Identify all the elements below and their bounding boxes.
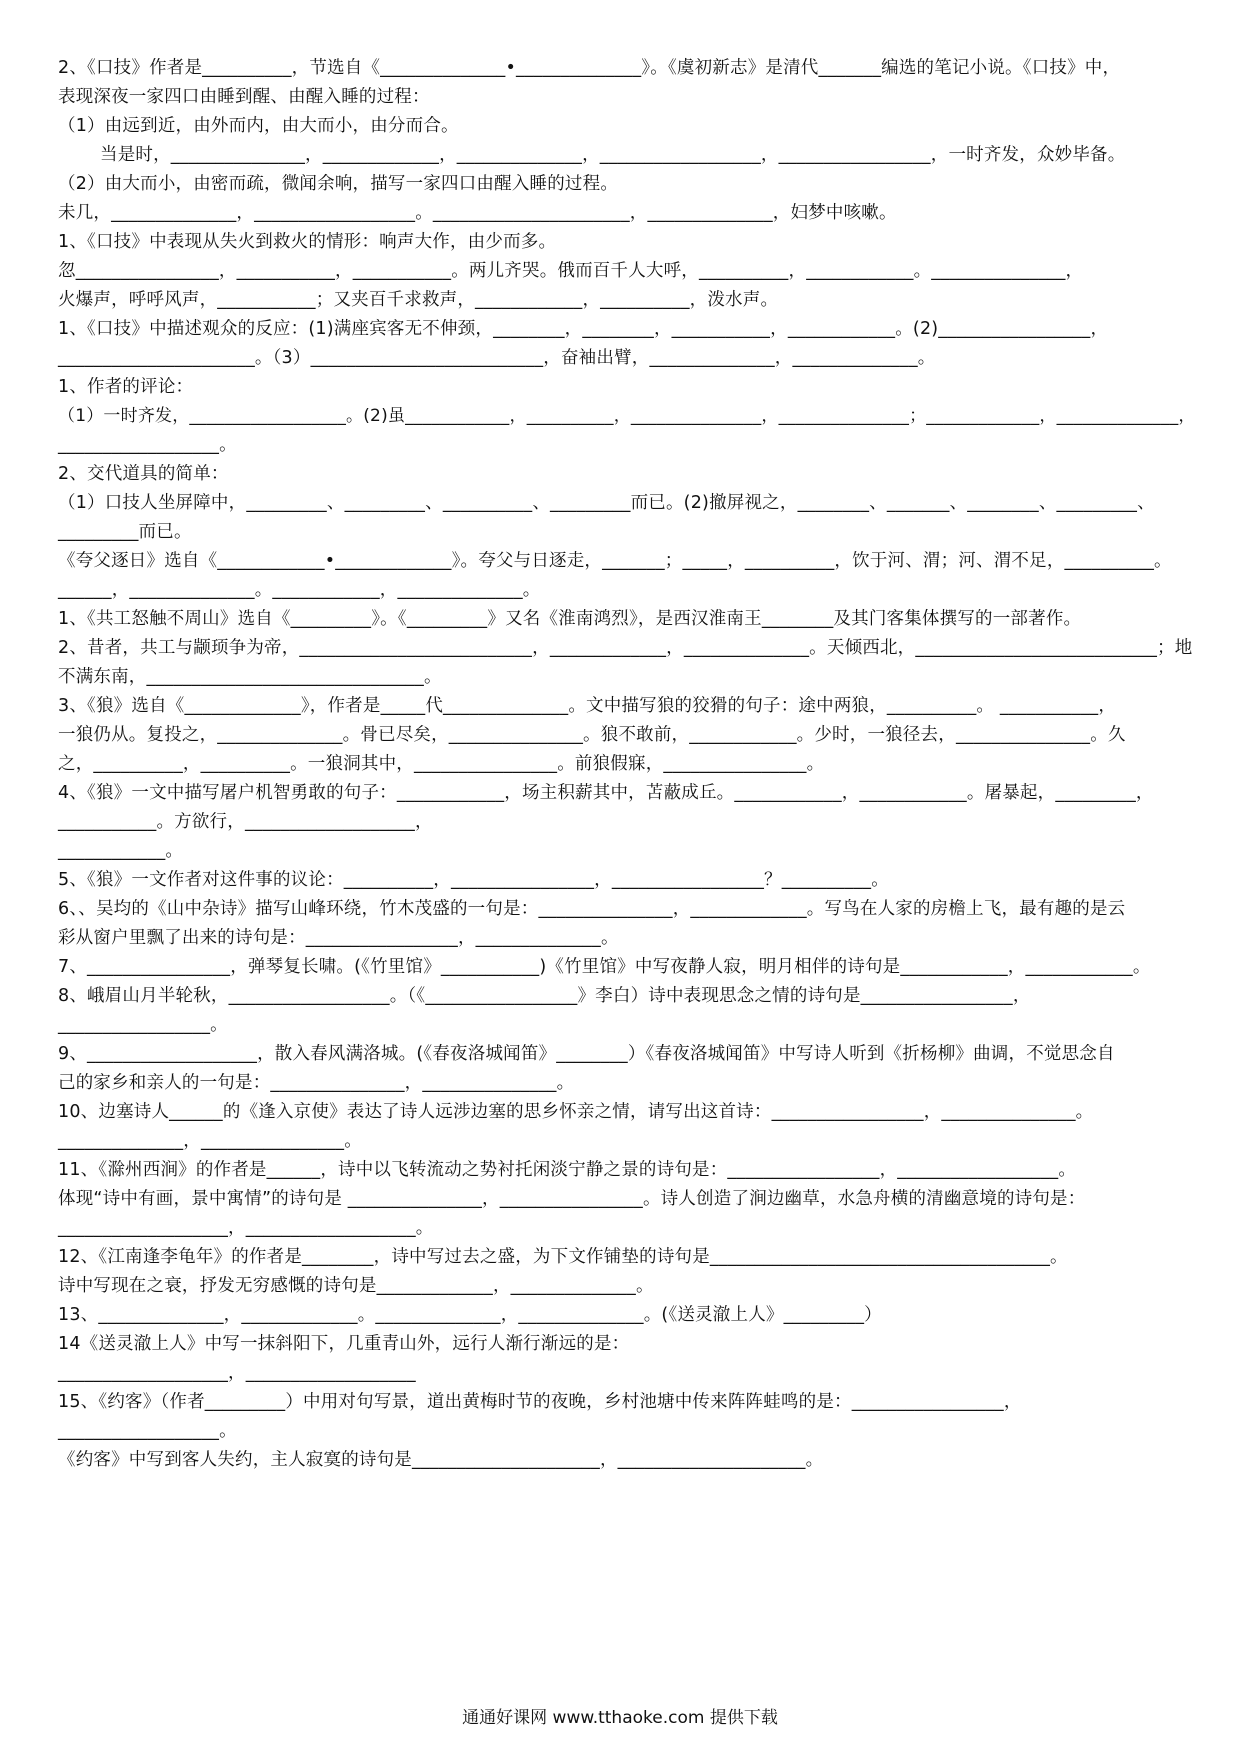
line-29: 5、《狼》一文作者对这件事的议论：__________，________________，_________________？__________。 [58, 870, 889, 890]
line-42: 12、《江南逢李龟年》的作者是________，诗中写过去之盛，为下文作铺垫的诗句是______________________________________。 [58, 1247, 1068, 1267]
line-43: 诗中写现在之衰，抒发无穷感慨的诗句是_____________，______________。 [58, 1276, 654, 1296]
line-37: 10、边塞诗人______的《逢入京使》表达了诗人远涉边塞的思乡怀亲之情，请写出这首诗：_________________，_______________。 [58, 1102, 1094, 1122]
line-31: 彩从窗户里飘了出来的诗句是：_________________，______________。 [58, 928, 619, 948]
line-7: 1、《口技》中表现从失火到救火的情形：响声大作，由少而多。 [58, 232, 557, 252]
line-19: ______，______________。____________，______________。 [58, 580, 541, 600]
line-30: 6、、吴均的《山中杂诗》描写山峰环绕，竹木茂盛的一句是：_______________，_____________。写鸟在人家的房檐上飞，最有趣的是云 [58, 899, 1126, 919]
line-41: ___________________，___________________。 [58, 1218, 434, 1238]
line-5: （2）由大而小，由密而疏，微闻余响，描写一家四口由醒入睡的过程。 [58, 174, 619, 194]
line-22: 不满东南，_______________________________。 [58, 667, 442, 687]
line-28: ____________。 [58, 841, 184, 861]
line-44: 13、______________，_____________。______________，______________。(《送灵澈上人》_________） [58, 1305, 882, 1325]
line-48: __________________。 [58, 1421, 237, 1441]
line-9: 火爆声，呼呼风声，___________；又夹百千求救声，____________，__________，泼水声。 [58, 290, 779, 310]
line-24: 一狼仍从。复投之，______________。骨已尽矣，_______________。狼不敢前，____________。少时，一狼径去，_______________。久 [58, 725, 1126, 745]
line-45: 14《送灵澈上人》中写一抹斜阳下，几重青山外，远行人渐行渐远的是： [58, 1334, 630, 1354]
line-17: _________而已。 [58, 522, 192, 542]
line-35: 9、___________________，散入春风满洛城。(《春夜洛城闻笛》________）《春夜洛城闻笛》中写诗人听到《折杨柳》曲调，不觉思念自 [58, 1044, 1115, 1064]
line-27: ___________。方欲行，___________________， [58, 812, 433, 832]
line-8: 忽________________，___________，___________。两儿齐哭。俄而百千人大呼，__________，____________。_______________， [58, 261, 1084, 281]
line-33: 8、峨眉山月半轮秋，__________________。（《_________________》李白）诗中表现思念之情的诗句是_________________， [58, 986, 1031, 1006]
line-25: 之，__________，__________。一狼洞其中，________________。前狼假寐，________________。 [58, 754, 825, 774]
line-26: 4、《狼》一文中描写屠户机智勇敢的句子：____________，场主积薪其中，苫蔽成丘。____________，____________。屠暴起，_________， [58, 783, 1154, 803]
line-13: （1）一时齐发，__________________。(2)虽____________，__________，_______________，_______________；_____________，______________， [58, 406, 1196, 426]
line-36: 己的家乡和亲人的一句是：_______________，_______________。 [58, 1073, 575, 1093]
line-34: _________________。 [58, 1015, 228, 1035]
line-1: 2、《口技》作者是__________，节选自《______________•______________》。《虞初新志》是清代_______编选的笔记小说。《口技》中， [58, 58, 1121, 78]
line-12: 1、作者的评论： [58, 377, 194, 397]
line-38: ______________，________________。 [58, 1131, 362, 1151]
footer-credit: 通通好课网 www.tthaoke.com 提供下载 [462, 1708, 778, 1728]
line-46: ___________________，___________________ [58, 1363, 416, 1383]
line-49: 《约客》中写到客人失约，主人寂寞的诗句是_____________________，_____________________。 [58, 1450, 824, 1470]
line-10: 1、《口技》中描述观众的反应：(1)满座宾客无不伸颈，________，________，___________，____________。(2)_________________， [58, 319, 1109, 339]
line-11: ______________________。（3）__________________________，奋袖出臂，______________，______________。 [58, 348, 936, 368]
line-6: 未几，______________，__________________。______________________，______________，妇梦中咳嗽。 [58, 203, 897, 223]
line-18: 《夸父逐日》选自《____________•_____________》。夸父与日逐走，_______；_____，__________，饮于河、渭；河、渭不足，__________。 [58, 551, 1172, 571]
line-4: 当是时，_______________，_____________，______________，__________________，_________________，一时齐发，众妙毕备。 [100, 145, 1126, 165]
line-47: 15、《约客》（作者_________）中用对句写景，道出黄梅时节的夜晚，乡村池塘中传来阵阵蛙鸣的是：_________________， [58, 1392, 1022, 1412]
line-21: 2、昔者，共工与颛顼争为帝，__________________________，_____________，______________。天倾西北，___________________________；地 [58, 638, 1193, 658]
line-15: 2、交代道具的简单： [58, 464, 229, 484]
line-16: （1）口技人坐屏障中，_________、_________、__________、_________而已。(2)撤屏视之，________、_______、________、_________、 [58, 493, 1155, 513]
line-2: 表现深夜一家四口由睡到醒、由醒入睡的过程： [58, 87, 430, 107]
line-39: 11、《滁州西涧》的作者是______，诗中以飞转流动之势衬托闲淡宁静之景的诗句是：_________________，__________________。 [58, 1160, 1077, 1180]
line-40: 体现“诗中有画，景中寓情”的诗句是 _______________，________________。诗人创造了涧边幽草，水急舟横的清幽意境的诗句是： [58, 1189, 1086, 1209]
line-32: 7、________________，弹琴复长啸。(《竹里馆》___________)《竹里馆》中写夜静人寂，明月相伴的诗句是____________，____________。 [58, 957, 1151, 977]
line-14: __________________。 [58, 435, 237, 455]
line-23: 3、《狼》选自《_____________》，作者是_____代______________。文中描写狼的狡猾的句子：途中两狼，__________。 ___________， [58, 696, 1117, 716]
line-3: （1）由远到近，由外而内，由大而小，由分而合。 [58, 116, 459, 136]
line-20: 1、《共工怒触不周山》选自《_________》。《_________》又名《淮南鸿烈》，是西汉淮南王________及其门客集体撰写的一部著作。 [58, 609, 1082, 629]
